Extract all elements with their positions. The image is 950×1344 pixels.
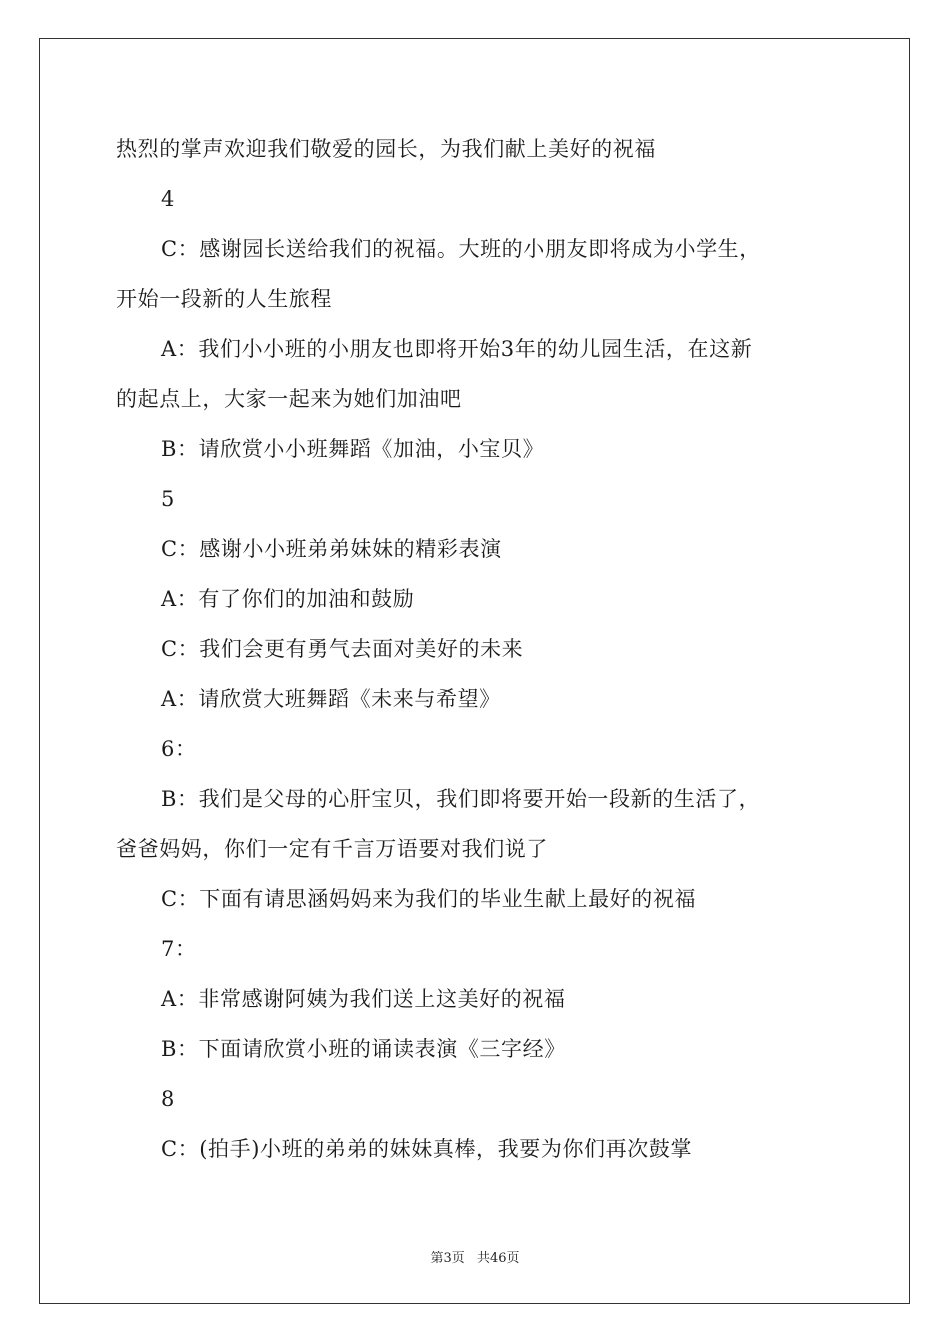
text-line: 热烈的掌声欢迎我们敬爱的园长，为我们献上美好的祝福 bbox=[116, 137, 656, 161]
text-line: 爸爸妈妈，你们一定有千言万语要对我们说了 bbox=[116, 837, 548, 861]
text-line: 5 bbox=[161, 487, 175, 511]
text-line: B：请欣赏小小班舞蹈《加油，小宝贝》 bbox=[161, 437, 545, 461]
text-line: C：下面有请思涵妈妈来为我们的毕业生献上最好的祝福 bbox=[161, 887, 697, 911]
text-line: C：感谢小小班弟弟妹妹的精彩表演 bbox=[161, 537, 502, 561]
text-line: 4 bbox=[161, 187, 175, 211]
text-line: C：我们会更有勇气去面对美好的未来 bbox=[161, 637, 524, 661]
page-number: 第3页 bbox=[430, 1251, 465, 1266]
text-line: 开始一段新的人生旅程 bbox=[116, 287, 332, 311]
text-line: 8 bbox=[161, 1087, 175, 1111]
text-line: C：感谢园长送给我们的祝福。大班的小朋友即将成为小学生， bbox=[161, 237, 761, 261]
page-total: 共46页 bbox=[476, 1251, 520, 1266]
text-line: A：非常感谢阿姨为我们送上这美好的祝福 bbox=[161, 987, 566, 1011]
text-line: C：(拍手)小班的弟弟的妹妹真棒，我要为你们再次鼓掌 bbox=[161, 1137, 693, 1161]
text-line: B：我们是父母的心肝宝贝，我们即将要开始一段新的生活了， bbox=[161, 787, 761, 811]
text-line: 7： bbox=[161, 937, 197, 961]
text-line: B：下面请欣赏小班的诵读表演《三字经》 bbox=[161, 1037, 566, 1061]
text-line: A：有了你们的加油和鼓励 bbox=[161, 587, 415, 611]
document-body bbox=[116, 124, 836, 1174]
text-line: 6： bbox=[161, 737, 197, 761]
page-footer bbox=[0, 1247, 950, 1266]
text-line: A：请欣赏大班舞蹈《未来与希望》 bbox=[161, 687, 501, 711]
text-line: 的起点上，大家一起来为她们加油吧 bbox=[116, 387, 462, 411]
text-line: A：我们小小班的小朋友也即将开始3年的幼儿园生活，在这新 bbox=[161, 337, 753, 361]
